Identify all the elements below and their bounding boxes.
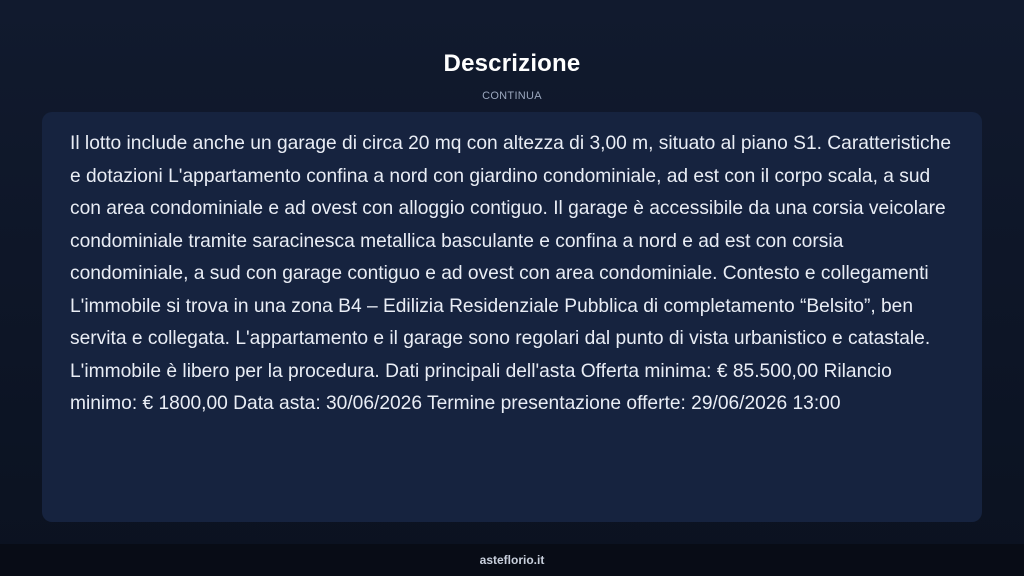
description-card [42, 112, 982, 522]
page-title: Descrizione [443, 50, 581, 77]
description-text: Il lotto include anche un garage di circa 20 mq con altezza di 3,00 m, situato al piano S1. Caratteristiche e dotazioni L'appartamento confina a nord con giardino condominiale, ad est con il corpo scala, a sud con area condominiale e ad ovest con alloggio contiguo. Il garage è accessibile da una corsia veicolare condominiale tramite saracinesca metallica basculante e confina a nord e ad est con corsia condominiale, a sud con garage contiguo e ad ovest con area condominiale. Contesto e collegamenti L'immobile si trova in una zona B4 – Edilizia Residenziale Pubblica di completamento “Belsito”, ben servita e collegata. L'appartamento e il garage sono regolari dal punto di vista urbanistico e catastale. L'immobile è libero per la procedura. Dati principali dell'asta Offerta minima: € 85.500,00 Rilancio minimo: € 1800,00 Data asta: 30/06/2026 Termine presentazione offerte: 29/06/2026 13:00 [70, 133, 951, 414]
footer-bar [0, 544, 1024, 576]
continue-label[interactable]: CONTINUA [482, 90, 542, 102]
brand-label: asteflorio.it [479, 553, 545, 567]
